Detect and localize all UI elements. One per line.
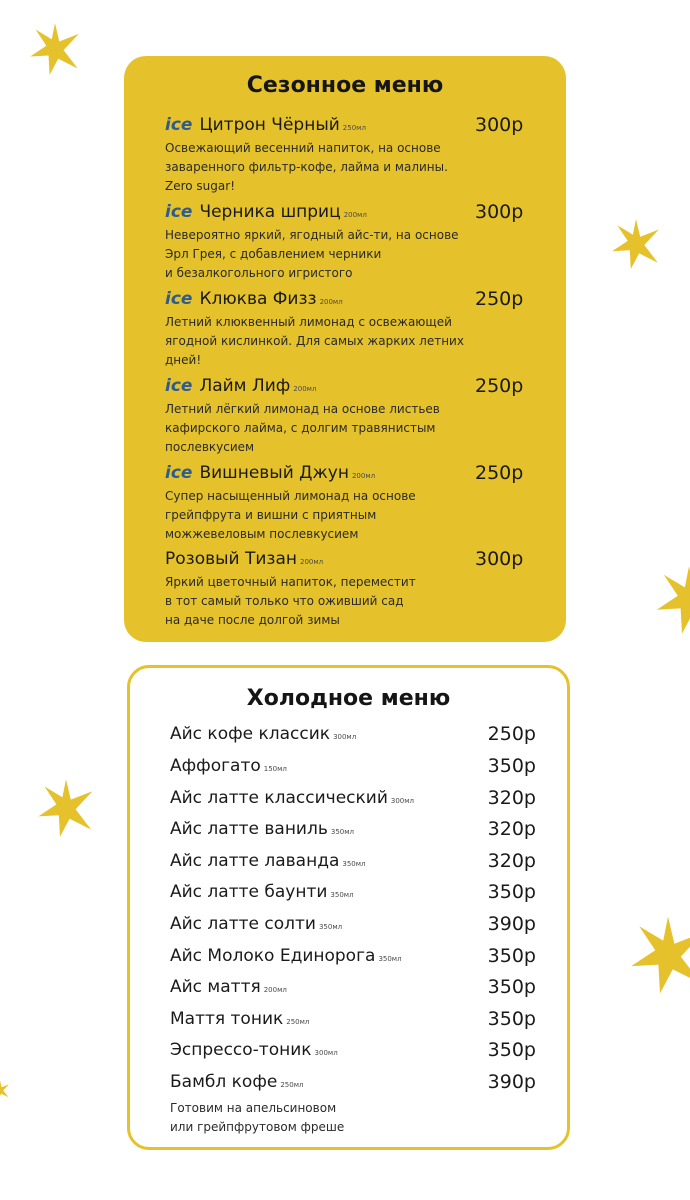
menu-item bbox=[170, 878, 536, 906]
item-name: Розовый Тизан bbox=[165, 549, 297, 569]
ice-label: ice bbox=[165, 115, 193, 135]
item-volume: 200мл bbox=[293, 385, 317, 393]
menu-item bbox=[170, 720, 536, 748]
item-description: Летний лёгкий лимонад на основе листьев кафирского лайма, с долгим травянистым послевкусием bbox=[165, 402, 440, 454]
item-description: Летний клюквенный лимонад с освежающей ягодной кислинкой. Для самых жарких летних дней! bbox=[165, 315, 464, 367]
item-name: Эспрессо-тоник bbox=[170, 1040, 312, 1060]
item-price: 250р bbox=[487, 723, 536, 745]
item-name: Маття тоник bbox=[170, 1009, 284, 1029]
item-price: 350р bbox=[487, 1039, 536, 1061]
star-icon bbox=[654, 560, 690, 640]
item-volume: 150мл bbox=[263, 765, 287, 773]
item-name: Лайм Лиф bbox=[199, 376, 291, 396]
menu-item bbox=[170, 1068, 536, 1138]
item-price: 300р bbox=[475, 548, 524, 570]
item-volume: 350мл bbox=[330, 828, 354, 836]
item-name: Айс маття bbox=[170, 977, 261, 997]
item-description: Яркий цветочный напиток, переместит в тот самый только что оживший сад на даче после долгой зимы bbox=[165, 575, 416, 627]
item-name: Айс латте классический bbox=[170, 788, 388, 808]
item-volume: 300мл bbox=[314, 1049, 338, 1057]
menu-item bbox=[170, 1036, 536, 1064]
menu-item bbox=[170, 815, 536, 843]
menu-item bbox=[165, 288, 535, 370]
item-volume: 250мл bbox=[342, 124, 366, 132]
item-description: Супер насыщенный лимонад на основе грейпфрута и вишни с приятным можжевеловым послевкусием bbox=[165, 489, 416, 541]
star-icon bbox=[0, 1078, 10, 1102]
item-name: Айс латте солти bbox=[170, 914, 316, 934]
menu-item bbox=[170, 1005, 536, 1033]
item-volume: 250мл bbox=[286, 1018, 310, 1026]
item-volume: 300мл bbox=[333, 733, 357, 741]
item-volume: 300мл bbox=[390, 797, 415, 805]
ice-label: ice bbox=[165, 463, 193, 483]
item-name: Черника шприц bbox=[199, 202, 341, 222]
menu-item bbox=[170, 942, 536, 970]
item-volume: 350мл bbox=[378, 955, 402, 963]
item-price: 320р bbox=[487, 850, 536, 872]
menu-item bbox=[170, 847, 536, 875]
star-icon bbox=[610, 218, 662, 270]
item-price: 250р bbox=[475, 375, 524, 397]
ice-label: ice bbox=[165, 289, 193, 309]
menu-item bbox=[165, 375, 535, 457]
menu-item bbox=[165, 462, 535, 544]
menu-item bbox=[165, 114, 535, 196]
item-description: Готовим на апельсиновом или грейпфрутовом фреше bbox=[170, 1101, 345, 1134]
item-price: 350р bbox=[487, 881, 536, 903]
item-price: 350р bbox=[487, 976, 536, 998]
item-name: Вишневый Джун bbox=[199, 463, 349, 483]
item-volume: 350мл bbox=[318, 923, 343, 931]
item-name: Айс кофе классик bbox=[170, 724, 331, 744]
item-volume: 200мл bbox=[343, 211, 367, 219]
menu-item bbox=[170, 973, 536, 1001]
item-volume: 200мл bbox=[351, 472, 376, 480]
star-icon bbox=[28, 22, 82, 76]
menu-item bbox=[165, 548, 535, 630]
item-name: Айс латте лаванда bbox=[170, 851, 340, 871]
item-name: Бамбл кофе bbox=[170, 1072, 278, 1092]
item-volume: 200мл bbox=[263, 986, 287, 994]
item-price: 320р bbox=[487, 818, 536, 840]
item-price: 250р bbox=[475, 462, 524, 484]
item-price: 390р bbox=[487, 913, 536, 935]
item-name: Айс латте ваниль bbox=[170, 819, 328, 839]
item-volume: 350мл bbox=[342, 860, 366, 868]
item-price: 350р bbox=[487, 1008, 536, 1030]
menu-item bbox=[170, 784, 536, 812]
item-name: Айс латте баунти bbox=[170, 882, 328, 902]
item-name: Айс Молоко Единорога bbox=[170, 946, 376, 966]
star-icon bbox=[628, 910, 690, 1000]
item-volume: 200мл bbox=[300, 558, 324, 566]
item-description: Невероятно яркий, ягодный айс-ти, на основе Эрл Грея, с добавлением черники и безалкогольного игристого bbox=[165, 228, 459, 280]
ice-label: ice bbox=[165, 376, 193, 396]
menu-item bbox=[165, 201, 535, 283]
ice-label: ice bbox=[165, 202, 193, 222]
item-name: Аффогато bbox=[170, 756, 261, 776]
star-icon bbox=[36, 772, 96, 844]
item-price: 320р bbox=[487, 787, 536, 809]
seasonal-menu-title: Сезонное меню bbox=[246, 73, 444, 98]
item-price: 250р bbox=[475, 288, 524, 310]
seasonal-menu-card bbox=[124, 56, 566, 642]
item-price: 300р bbox=[475, 201, 524, 223]
item-price: 390р bbox=[487, 1071, 536, 1093]
item-volume: 350мл bbox=[330, 891, 354, 899]
cold-menu-title: Холодное меню bbox=[246, 686, 451, 711]
item-volume: 200мл bbox=[319, 298, 343, 306]
menu-item bbox=[170, 910, 536, 938]
item-volume: 250мл bbox=[280, 1081, 304, 1089]
item-price: 350р bbox=[487, 945, 536, 967]
item-price: 300р bbox=[475, 114, 524, 136]
item-price: 350р bbox=[487, 755, 536, 777]
menu-item bbox=[170, 752, 536, 780]
item-name: Цитрон Чёрный bbox=[199, 115, 340, 135]
item-name: Клюква Физз bbox=[199, 289, 317, 309]
cold-menu-card bbox=[127, 665, 570, 1150]
item-description: Освежающий весенний напиток, на основе заваренного фильтр-кофе, лайма и малины. Zero sugar! bbox=[165, 141, 448, 193]
